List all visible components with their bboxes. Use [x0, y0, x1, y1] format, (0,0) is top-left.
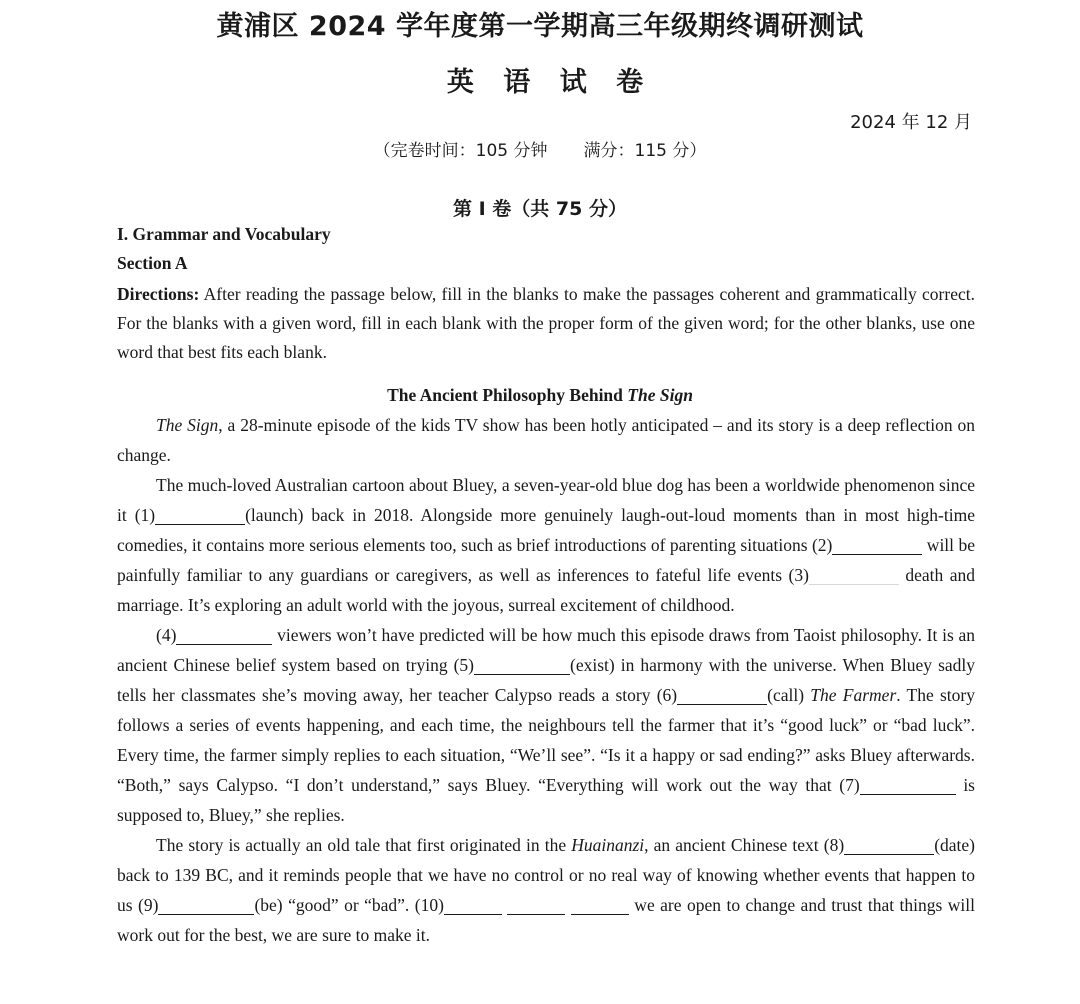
- show-title: The Sign: [156, 415, 219, 435]
- exam-date: 2024 年 12 月: [850, 112, 972, 133]
- paragraph-1-text: , a 28-minute episode of the kids TV show has been hotly anticipated – and its story is a deep reflection on change.: [117, 415, 975, 465]
- part-heading: 第 I 卷（共 75 分）: [453, 198, 627, 220]
- blank-4[interactable]: [176, 624, 272, 645]
- blank-9[interactable]: [158, 894, 254, 915]
- passage-title: [0, 380, 1080, 410]
- exam-meta: [0, 136, 1080, 161]
- text-title: Huainanzi: [571, 835, 645, 855]
- text-run: (be) “good” or “bad”. (10): [254, 895, 444, 915]
- text-run: (exist) in harmony with the universe. When Bluey sadly tells her classmates she’s moving away, her teacher Calypso reads a story (6): [117, 655, 976, 705]
- passage-body: [117, 410, 975, 950]
- passage-title-text: The Ancient Philosophy Behind: [387, 385, 628, 405]
- text-run: (4): [156, 625, 177, 645]
- blank-10c[interactable]: [571, 894, 629, 915]
- full-score: 满分：115 分）: [583, 141, 707, 161]
- text-run: The story is actually an old tale that first originated in the: [156, 835, 572, 855]
- paragraph-2: [117, 470, 975, 620]
- blank-5[interactable]: [474, 654, 570, 675]
- exam-subtitle: 英 语 试 卷: [446, 67, 654, 98]
- blank-10b[interactable]: [507, 894, 565, 915]
- blank-1[interactable]: [155, 504, 245, 525]
- paragraph-3: [117, 620, 975, 830]
- blank-6[interactable]: [677, 684, 767, 705]
- text-run: death and marriage. It’s exploring an adult world with the joyous, surreal excitement of childhood.: [117, 565, 975, 615]
- paragraph-1: [117, 410, 975, 470]
- text-run: . The story follows a series of events happening, and each time, the neighbours tell the farmer that it’s “good luck” or “bad luck”. Every time, the farmer simply replies to each situation, “We’ll see”. “Is it a happy or sad ending?” asks Bluey afterwards. “Both,” says Calypso. “I don’t understand,” says Bluey. “Everything will work out the way that (7): [117, 685, 975, 795]
- text-run: (call): [767, 685, 811, 705]
- text-run: is supposed to, Bluey,” she replies.: [117, 775, 975, 825]
- text-run: (date) back to 139 BC, and it reminds people that we have no control or no real way of knowing whether events that happen to us (9): [117, 835, 975, 915]
- text-run: (launch) back in 2018. Alongside more genuinely laugh-out-loud moments than in most high-time comedies, it contains more serious elements too, such as brief introductions of parenting situations (2): [117, 505, 975, 555]
- time-limit: （完卷时间：105 分钟: [373, 141, 548, 161]
- blank-3[interactable]: [809, 564, 899, 585]
- blank-10a[interactable]: [444, 894, 502, 915]
- passage-title-italic: The Sign: [627, 385, 693, 405]
- exam-title: 黄浦区 2024 学年度第一学期高三年级期终调研测试: [216, 11, 864, 42]
- text-run: viewers won’t have predicted will be how much this episode draws from Taoist philosophy. It is an ancient Chinese belief system based on trying (5): [117, 625, 975, 675]
- blank-8[interactable]: [844, 834, 934, 855]
- paragraph-4: [117, 830, 975, 950]
- section-heading: I. Grammar and Vocabulary: [117, 224, 331, 244]
- blank-7[interactable]: [860, 774, 956, 795]
- text-run: we are open to change and trust that things will work out for the best, we are sure to make it.: [117, 895, 976, 945]
- text-run: will be painfully familiar to any guardians or caregivers, as well as inferences to fateful life events (3): [117, 535, 975, 585]
- text-run: The much-loved Australian cartoon about Bluey, a seven-year-old blue dog has been a worldwide phenomenon since it (1): [117, 475, 975, 525]
- blank-2[interactable]: [832, 534, 922, 555]
- directions: [117, 280, 975, 367]
- story-title: The Farmer: [810, 685, 897, 705]
- directions-text: After reading the passage below, fill in the blanks to make the passages coherent and grammatically correct. For the blanks with a given word, fill in each blank with the proper form of the given word; for the other blanks, use one word that best fits each blank.: [117, 284, 975, 362]
- directions-label: Directions:: [117, 284, 200, 304]
- section-subheading: Section A: [117, 253, 188, 273]
- text-run: , an ancient Chinese text (8): [644, 835, 845, 855]
